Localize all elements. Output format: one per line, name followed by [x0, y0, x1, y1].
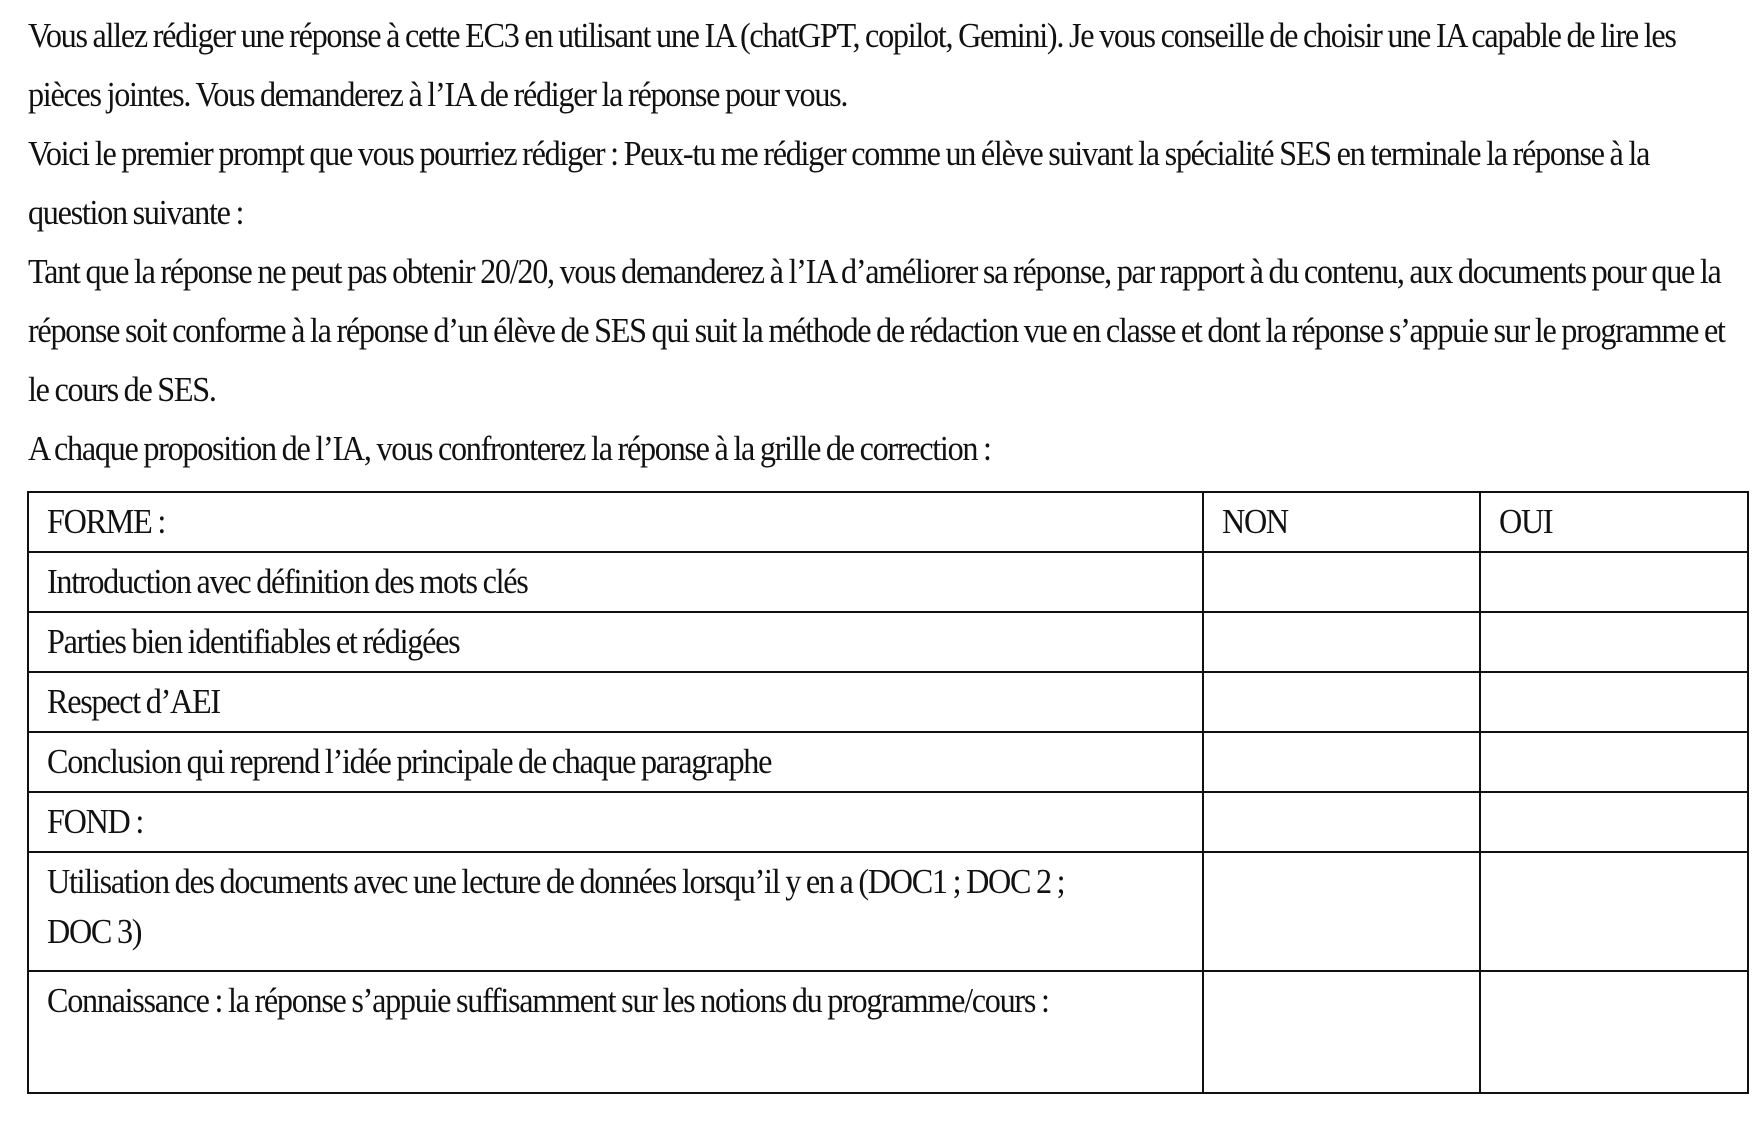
- oui-checkbox-cell[interactable]: [1480, 792, 1748, 852]
- non-checkbox-cell[interactable]: [1203, 552, 1480, 612]
- section-fond-header: FOND :: [28, 792, 1203, 852]
- non-checkbox-cell[interactable]: [1203, 852, 1480, 971]
- criterion-documents: Utilisation des documents avec une lecture de données lorsqu’il y en a (DOC1 ; DOC 2 ; DOC 3): [28, 852, 1203, 971]
- column-oui-header: OUI: [1480, 492, 1748, 552]
- instruction-paragraph-2: Voici le premier prompt que vous pourriez rédiger : Peux-tu me rédiger comme un élève suivant la spécialité SES en terminale la réponse à la question suivante :: [28, 134, 1650, 232]
- criterion-aei: Respect d’AEI: [28, 672, 1203, 732]
- oui-checkbox-cell[interactable]: [1480, 732, 1748, 792]
- non-checkbox-cell[interactable]: [1203, 672, 1480, 732]
- section-fond-row: [28, 792, 1748, 852]
- table-row: [28, 732, 1748, 792]
- table-row: [28, 552, 1748, 612]
- grading-grid: [27, 491, 1749, 1094]
- grid-header-row: [28, 492, 1748, 552]
- oui-checkbox-cell[interactable]: [1480, 971, 1748, 1093]
- oui-checkbox-cell[interactable]: [1480, 612, 1748, 672]
- criterion-conclusion: Conclusion qui reprend l’idée principale de chaque paragraphe: [28, 732, 1203, 792]
- instruction-paragraph-1: Vous allez rédiger une réponse à cette EC3 en utilisant une IA (chatGPT, copilot, Gemini). Je vous conseille de choisir une IA capable de lire les pièces jointes. Vous demanderez à l’IA de rédiger la réponse pour vous.: [28, 16, 1676, 114]
- table-row: [28, 612, 1748, 672]
- oui-checkbox-cell[interactable]: [1480, 852, 1748, 971]
- table-row: [28, 672, 1748, 732]
- table-row: [28, 971, 1748, 1093]
- non-checkbox-cell[interactable]: [1203, 732, 1480, 792]
- criterion-connaissance: Connaissance : la réponse s’appuie suffisamment sur les notions du programme/cours :: [28, 971, 1203, 1093]
- column-non-header: NON: [1203, 492, 1480, 552]
- table-row: [28, 852, 1748, 971]
- instruction-paragraph-3: Tant que la réponse ne peut pas obtenir 20/20, vous demanderez à l’IA d’améliorer sa réponse, par rapport à du contenu, aux documents pour que la réponse soit conforme à la réponse d’un élève de SES qui suit la méthode de rédaction vue en classe et dont la réponse s’appuie sur le programme et le cours de SES.: [28, 252, 1725, 409]
- oui-checkbox-cell[interactable]: [1480, 672, 1748, 732]
- non-checkbox-cell[interactable]: [1203, 612, 1480, 672]
- instructions-text: [28, 6, 1744, 478]
- criterion-parties: Parties bien identifiables et rédigées: [28, 612, 1203, 672]
- instruction-paragraph-4: A chaque proposition de l’IA, vous confronterez la réponse à la grille de correction :: [28, 429, 991, 468]
- section-forme-header: FORME :: [28, 492, 1203, 552]
- non-checkbox-cell[interactable]: [1203, 792, 1480, 852]
- oui-checkbox-cell[interactable]: [1480, 552, 1748, 612]
- non-checkbox-cell[interactable]: [1203, 971, 1480, 1093]
- criterion-introduction: Introduction avec définition des mots clés: [28, 552, 1203, 612]
